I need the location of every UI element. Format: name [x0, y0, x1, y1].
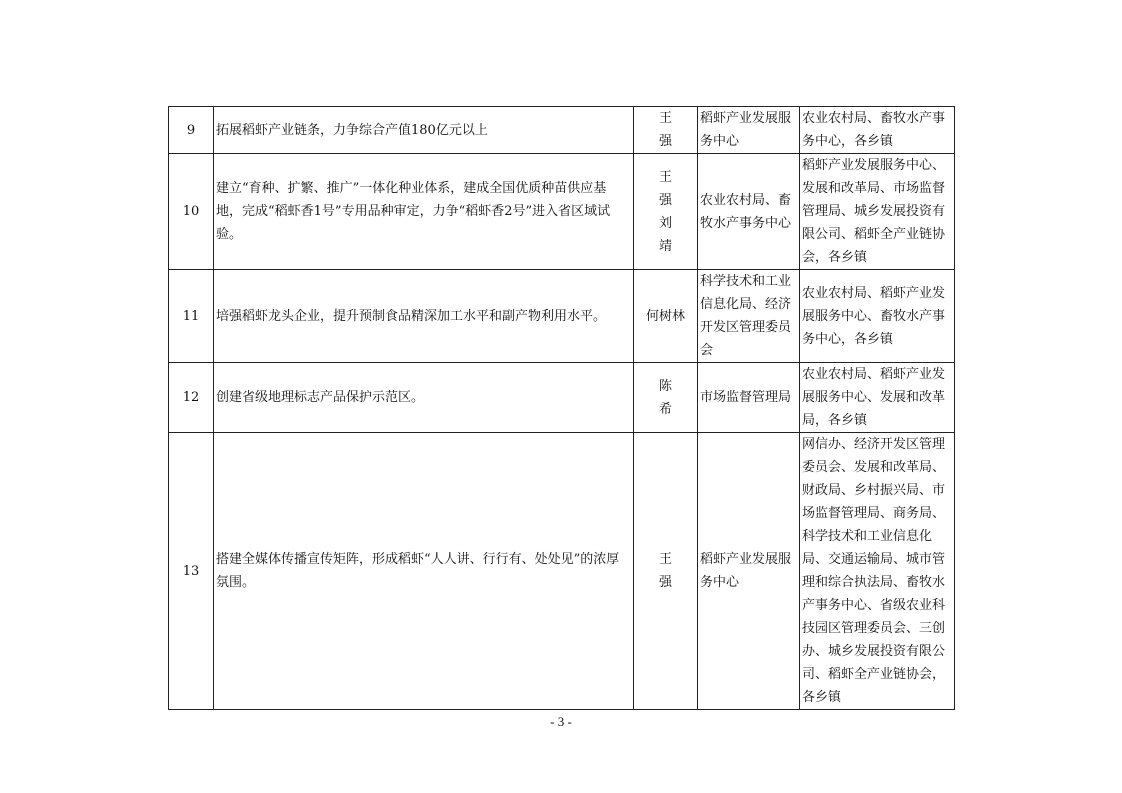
table-row	[169, 270, 955, 363]
table-row	[169, 433, 955, 710]
leader-name: 王 强	[658, 169, 686, 208]
cooperating-units: 网信办、经济开发区管理委员会、发展和改革局、财政局、乡村振兴局、市场监督管理局、商务局、科学技术和工业信息化局、交通运输局、城市管理和综合执法局、畜牧水产事务中心、省级农业科技园区管理委员会、三创办、城乡发展投资有限公司、稻虾全产业链协会，各乡镇	[800, 433, 955, 710]
row-number: 10	[169, 154, 214, 270]
responsible-leader	[634, 363, 698, 433]
responsible-leader	[634, 433, 698, 710]
cooperating-units: 稻虾产业发展服务中心、发展和改革局、市场监督管理局、城乡发展投资有限公司、稻虾全产业链协会，各乡镇	[800, 154, 955, 270]
row-number: 11	[169, 270, 214, 363]
lead-unit: 稻虾产业发展服务中心	[698, 107, 800, 154]
cooperating-units: 农业农村局、稻虾产业发展服务中心、发展和改革局，各乡镇	[800, 363, 955, 433]
leader-name: 何树林	[645, 308, 685, 324]
row-number: 9	[169, 107, 214, 154]
task-description: 创建省级地理标志产品保护示范区。	[214, 363, 634, 433]
leader-name: 王 强	[658, 111, 686, 149]
lead-unit: 市场监督管理局	[698, 363, 800, 433]
leader-name: 刘 靖	[658, 215, 686, 254]
task-description: 拓展稻虾产业链条，力争综合产值180亿元以上	[214, 107, 634, 154]
leader-name: 王 强	[658, 552, 686, 590]
lead-unit: 稻虾产业发展服务中心	[698, 433, 800, 710]
page-number: - 3 -	[550, 714, 572, 729]
lead-unit: 农业农村局、畜牧水产事务中心	[698, 154, 800, 270]
responsible-leader	[634, 270, 698, 363]
table-row	[169, 107, 955, 154]
lead-unit: 科学技术和工业信息化局、经济开发区管理委员会	[698, 270, 800, 363]
responsible-leader	[634, 154, 698, 270]
task-table	[168, 106, 955, 710]
table-row	[169, 154, 955, 270]
responsible-leader	[634, 107, 698, 154]
leader-name: 陈 希	[658, 378, 686, 417]
cooperating-units: 农业农村局、畜牧水产事务中心，各乡镇	[800, 107, 955, 154]
task-description: 建立“育种、扩繁、推广”一体化种业体系，建成全国优质种苗供应基地，完成“稻虾香1号”专用品种审定，力争“稻虾香2号”进入省区域试验。	[214, 154, 634, 270]
table-row	[169, 363, 955, 433]
task-description: 培强稻虾龙头企业，提升预制食品精深加工水平和副产物利用水平。	[214, 270, 634, 363]
row-number: 13	[169, 433, 214, 710]
task-description: 搭建全媒体传播宣传矩阵，形成稻虾“人人讲、行行有、处处见”的浓厚氛围。	[214, 433, 634, 710]
row-number: 12	[169, 363, 214, 433]
cooperating-units: 农业农村局、稻虾产业发展服务中心、畜牧水产事务中心，各乡镇	[800, 270, 955, 363]
